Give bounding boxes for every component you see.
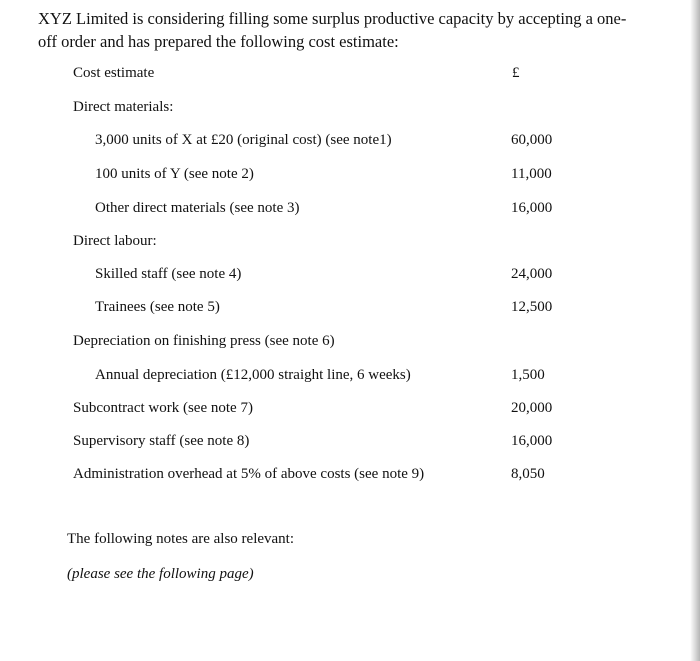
- row-subcontract-label: Subcontract work (see note 7): [73, 400, 253, 416]
- row-units-y-label: 100 units of Y (see note 2): [95, 166, 254, 182]
- notes-continuation: (please see the following page): [67, 566, 254, 582]
- row-direct-labour-label: Direct labour:: [73, 233, 157, 249]
- row-other-materials-label: Other direct materials (see note 3): [95, 200, 300, 216]
- row-admin-overhead-amount: 8,050: [511, 466, 545, 482]
- row-skilled-staff-label: Skilled staff (see note 4): [95, 266, 242, 282]
- row-annual-depreciation-label: Annual depreciation (£12,000 straight line, 6 weeks): [95, 367, 411, 383]
- row-units-y-amount: 11,000: [511, 166, 552, 182]
- row-direct-materials-label: Direct materials:: [73, 99, 174, 115]
- row-supervisory-label: Supervisory staff (see note 8): [73, 433, 250, 449]
- row-other-materials-amount: 16,000: [511, 200, 553, 216]
- row-supervisory-amount: 16,000: [511, 433, 553, 449]
- row-skilled-staff-amount: 24,000: [511, 266, 553, 282]
- row-trainees-amount: 12,500: [511, 299, 553, 315]
- intro-paragraph: XYZ Limited is considering filling some surplus productive capacity by accepting a one-off order and has prepared the following cost estimate:: [38, 9, 627, 51]
- row-annual-depreciation-amount: 1,500: [511, 367, 545, 383]
- notes-intro: The following notes are also relevant:: [67, 531, 295, 547]
- row-depreciation-label: Depreciation on finishing press (see note 6): [73, 333, 335, 349]
- currency-heading: £: [512, 65, 520, 81]
- cost-estimate-heading: Cost estimate: [73, 65, 155, 81]
- row-admin-overhead-label: Administration overhead at 5% of above costs (see note 9): [73, 466, 425, 482]
- row-units-x-amount: 60,000: [511, 132, 553, 148]
- row-subcontract-amount: 20,000: [511, 400, 553, 416]
- row-units-x-label: 3,000 units of X at £20 (original cost) (see note1): [95, 132, 392, 148]
- row-trainees-label: Trainees (see note 5): [95, 299, 220, 315]
